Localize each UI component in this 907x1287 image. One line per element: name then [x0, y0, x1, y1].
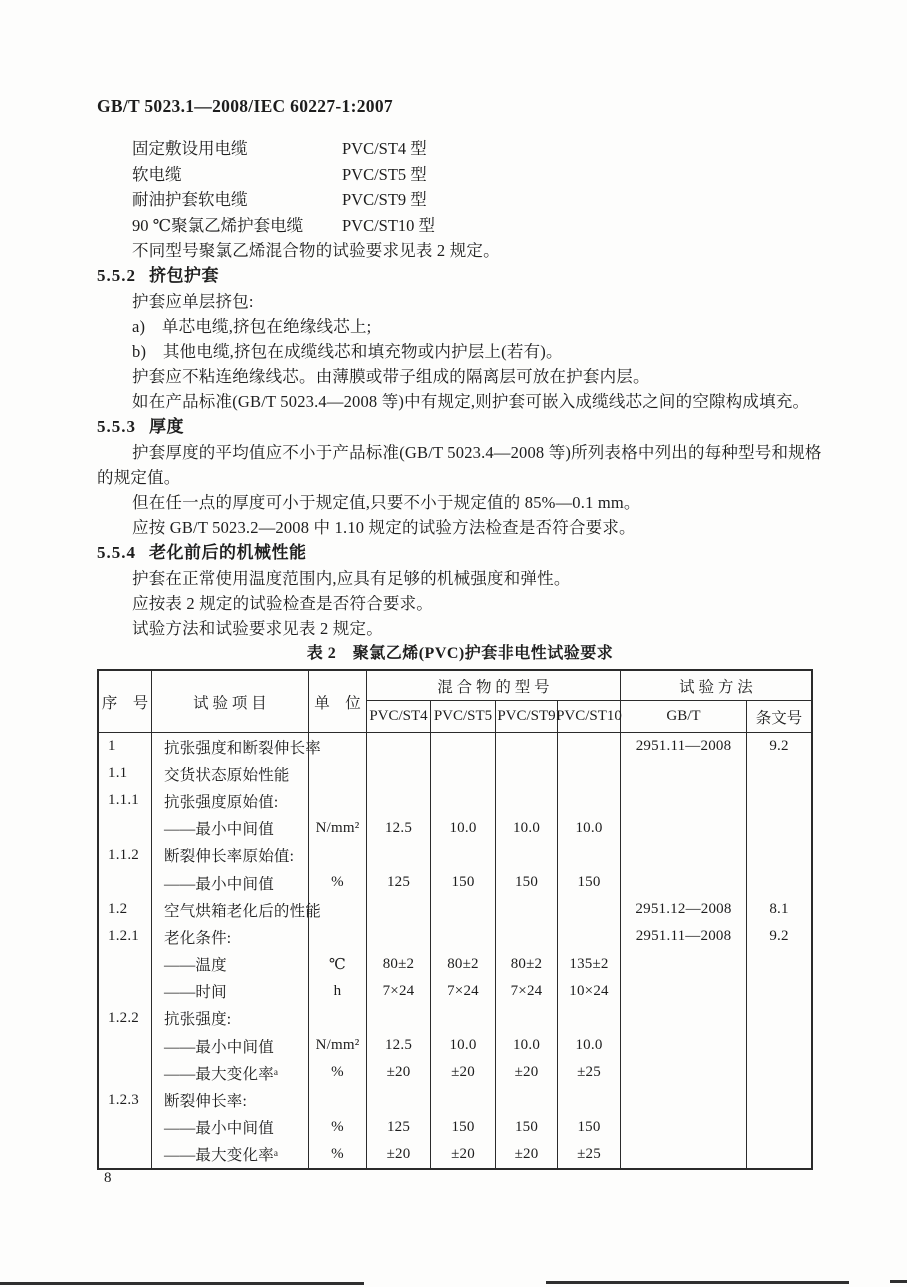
table-header: [99, 671, 811, 733]
table-cell-v4: [558, 787, 621, 814]
cable-type-code: PVC/ST10 型: [342, 215, 436, 235]
table-cell-unit: %: [309, 869, 367, 896]
table-cell-clause: [747, 1032, 811, 1059]
table-cell-seq: [99, 1141, 152, 1168]
document-header-title: GB/T 5023.1—2008/IEC 60227-1:2007: [97, 96, 393, 116]
table-cell-unit: N/mm²: [309, 815, 367, 842]
table-cell-clause: [747, 1059, 811, 1086]
table-cell-unit: [309, 896, 367, 923]
table-cell-seq: [99, 1114, 152, 1141]
table-cell-v4: [558, 1086, 621, 1113]
column-group-mixture-types: 混 合 物 的 型 号: [367, 671, 621, 701]
table-cell-gbt: [621, 842, 747, 869]
table-cell-gbt: [621, 869, 747, 896]
table-cell-v2: ±20: [431, 1141, 496, 1168]
cable-name: 90 ℃聚氯乙烯护套电缆: [132, 215, 304, 235]
table-cell-v3: 80±2: [496, 951, 558, 978]
table-cell-gbt: 2951.12—2008: [621, 896, 747, 923]
table-cell-gbt: [621, 1114, 747, 1141]
table-cell-v1: 12.5: [367, 1032, 431, 1059]
table-cell-clause: [747, 1114, 811, 1141]
paragraph: 试验方法和试验要求见表 2 规定。: [132, 619, 383, 638]
column-header-pvc-st10: PVC/ST10: [558, 701, 621, 732]
table-cell-v4: [558, 842, 621, 869]
table-cell-v2: [431, 896, 496, 923]
page-content: [97, 94, 823, 1170]
table-cell-v1: [367, 1005, 431, 1032]
table-cell-v3: 150: [496, 1114, 558, 1141]
column-group-test-method: 试 验 方 法: [621, 671, 811, 701]
section-title: 厚度: [149, 417, 184, 436]
cable-type-code: PVC/ST9 型: [342, 190, 427, 209]
table-cell-v2: 150: [431, 1114, 496, 1141]
table-cell-unit: [309, 787, 367, 814]
table-cell-v2: [431, 842, 496, 869]
list-item: [97, 162, 823, 188]
table-cell-v1: [367, 787, 431, 814]
table-cell-gbt: [621, 787, 747, 814]
table-cell-v3: [496, 923, 558, 950]
table-cell-v2: [431, 923, 496, 950]
table-cell-v3: 7×24: [496, 978, 558, 1005]
column-header-clause: 条文号: [755, 709, 803, 727]
paragraph: 护套应单层挤包:: [132, 292, 254, 311]
column-header-seq: 序 号: [99, 671, 152, 732]
table-cell-v1: ±20: [367, 1059, 431, 1086]
table-cell-gbt: [621, 1141, 747, 1168]
table-cell-clause: [747, 815, 811, 842]
table-cell-seq: 1.2.2: [99, 1005, 152, 1032]
table-cell-v4: ±25: [558, 1059, 621, 1086]
table-cell-v4: 10.0: [558, 1032, 621, 1059]
paragraph: 护套厚度的平均值应不小于产品标准(GB/T 5023.4—2008 等)所列表格中列出的每种型号和规格的规定值。: [97, 443, 822, 487]
table-cell-gbt: [621, 815, 747, 842]
table-cell-gbt: 2951.11—2008: [621, 733, 747, 760]
table-cell-item: ——最大变化率ᵃ: [152, 1141, 309, 1168]
cable-type-code: PVC/ST4 型: [342, 139, 427, 158]
table-cell-item: ——最大变化率ᵃ: [152, 1059, 309, 1086]
table-cell-clause: [747, 1141, 811, 1168]
table-cell-unit: N/mm²: [309, 1032, 367, 1059]
table-cell-v1: 125: [367, 869, 431, 896]
table-cell-v4: [558, 733, 621, 760]
table-cell-unit: ℃: [309, 951, 367, 978]
table-cell-clause: [747, 951, 811, 978]
table-cell-seq: [99, 1059, 152, 1086]
table-cell-gbt: [621, 1059, 747, 1086]
cable-type-code: PVC/ST5 型: [342, 164, 427, 184]
column-header-pvc-st9: PVC/ST9: [496, 701, 558, 732]
table-cell-v3: [496, 896, 558, 923]
table-cell-v3: [496, 787, 558, 814]
table-cell-clause: 9.2: [769, 738, 789, 755]
list-item-a: a) 单芯电缆,挤包在绝缘线芯上;: [132, 317, 372, 336]
table-cell-item: 断裂伸长率原始值:: [152, 842, 309, 869]
table-cell-clause: 8.1: [769, 901, 789, 918]
table-cell-seq: 1.1.1: [99, 787, 152, 814]
table-cell-gbt: [621, 760, 747, 787]
table-cell-v2: [431, 760, 496, 787]
table-cell-unit: [309, 923, 367, 950]
table-cell-v3: 10.0: [496, 815, 558, 842]
table-cell-gbt: [621, 951, 747, 978]
table-cell-v2: [431, 733, 496, 760]
table-cell-unit: %: [309, 1059, 367, 1086]
table-cell-clause: [747, 978, 811, 1005]
list-item: [97, 213, 823, 239]
table-cell-seq: 1.1.2: [99, 842, 152, 869]
section-number: 5.5.2: [97, 266, 136, 285]
table-cell-v1: [367, 896, 431, 923]
column-header-pvc-st5: PVC/ST5: [431, 701, 496, 732]
table-cell-gbt: [621, 1005, 747, 1032]
table-cell-item: 断裂伸长率:: [152, 1086, 309, 1113]
table-cell-item: ——最小中间值: [152, 1032, 309, 1059]
table-cell-v4: 150: [558, 869, 621, 896]
paragraph: 但在任一点的厚度可小于规定值,只要不小于规定值的 85%—0.1 mm。: [132, 493, 641, 512]
table-cell-v1: [367, 760, 431, 787]
scan-edge-artifact: [546, 1281, 849, 1284]
table-cell-gbt: [621, 978, 747, 1005]
table-cell-clause: 9.2: [769, 928, 789, 945]
table-cell-v1: 80±2: [367, 951, 431, 978]
table-cell-item: ——时间: [152, 978, 309, 1005]
paragraph: 如在产品标准(GB/T 5023.4—2008 等)中有规定,则护套可嵌入成缆线芯之间的空隙构成填充。: [132, 392, 810, 411]
table-cell-v3: [496, 760, 558, 787]
table-cell-clause: [747, 869, 811, 896]
table-cell-item: ——最小中间值: [152, 869, 309, 896]
table-cell-v2: [431, 1086, 496, 1113]
table-cell-v3: 10.0: [496, 1032, 558, 1059]
column-header-gbt: GB/T: [621, 701, 747, 732]
table-cell-v4: [558, 1005, 621, 1032]
table-cell-seq: [99, 951, 152, 978]
cable-name: 软电缆: [132, 164, 182, 184]
table-cell-v3: ±20: [496, 1059, 558, 1086]
table-cell-item: 老化条件:: [152, 923, 309, 950]
table-cell-clause: [747, 760, 811, 787]
table-cell-v3: [496, 1005, 558, 1032]
table-cell-item: 空气烘箱老化后的性能: [152, 896, 309, 923]
list-item: [97, 187, 823, 213]
table-cell-v1: 12.5: [367, 815, 431, 842]
table-cell-item: 交货状态原始性能: [152, 760, 309, 787]
table-cell-clause: [747, 1086, 811, 1113]
section-number: 5.5.3: [97, 417, 136, 436]
table-cell-v4: 10×24: [558, 978, 621, 1005]
table-cell-v3: [496, 1086, 558, 1113]
table-cell-seq: 1: [99, 733, 152, 760]
table-cell-item: ——最小中间值: [152, 815, 309, 842]
table-cell-gbt: 2951.11—2008: [621, 923, 747, 950]
section-title: 挤包护套: [149, 266, 219, 285]
paragraph: 护套应不粘连绝缘线芯。由薄膜或带子组成的隔离层可放在护套内层。: [132, 367, 650, 386]
table-cell-v2: 80±2: [431, 951, 496, 978]
table-cell-v3: [496, 733, 558, 760]
table-cell-v2: 7×24: [431, 978, 496, 1005]
table-cell-seq: 1.2.1: [99, 923, 152, 950]
table-cell-v2: 150: [431, 869, 496, 896]
table-cell-v4: 135±2: [558, 951, 621, 978]
table-cell-unit: [309, 733, 367, 760]
table-2-pvc-sheath-tests: [97, 669, 813, 1170]
table-cell-seq: [99, 869, 152, 896]
list-item-b: b) 其他电缆,挤包在成缆线芯和填充物或内护层上(若有)。: [132, 342, 563, 361]
table-caption: 表 2 聚氯乙烯(PVC)护套非电性试验要求: [306, 645, 614, 662]
table-cell-v3: 150: [496, 869, 558, 896]
table-cell-clause: [747, 1005, 811, 1032]
table-cell-v2: [431, 1005, 496, 1032]
table-cell-unit: [309, 1005, 367, 1032]
table-cell-v3: ±20: [496, 1141, 558, 1168]
table-cell-v1: ±20: [367, 1141, 431, 1168]
paragraph: 护套在正常使用温度范围内,应具有足够的机械强度和弹性。: [132, 569, 571, 588]
scan-edge-artifact: [890, 1280, 907, 1283]
page-number: 8: [104, 1170, 112, 1186]
table-cell-v4: 150: [558, 1114, 621, 1141]
table-cell-unit: [309, 760, 367, 787]
table-cell-v1: 7×24: [367, 978, 431, 1005]
column-header-test-item: 试 验 项 目: [152, 671, 309, 732]
table-cell-v3: [496, 842, 558, 869]
cable-type-list: [97, 136, 823, 238]
table-cell-gbt: [621, 1086, 747, 1113]
table-body: [99, 733, 811, 1168]
table-cell-seq: [99, 815, 152, 842]
section-heading-5-5-2: [97, 263, 823, 289]
table-cell-seq: 1.1: [99, 760, 152, 787]
table-cell-v4: ±25: [558, 1141, 621, 1168]
table-cell-v2: 10.0: [431, 1032, 496, 1059]
table-cell-unit: h: [309, 978, 367, 1005]
table-cell-clause: [747, 842, 811, 869]
table-cell-seq: 1.2: [99, 896, 152, 923]
table-cell-v2: 10.0: [431, 815, 496, 842]
table-cell-gbt: [621, 1032, 747, 1059]
table-cell-seq: [99, 1032, 152, 1059]
column-header-pvc-st4: PVC/ST4: [367, 701, 431, 732]
list-item: [97, 136, 823, 162]
cable-name: 固定敷设用电缆: [132, 139, 248, 158]
table-cell-v1: [367, 733, 431, 760]
section-heading-5-5-3: [97, 414, 823, 440]
table-cell-item: ——温度: [152, 951, 309, 978]
table-cell-v2: ±20: [431, 1059, 496, 1086]
section-title: 老化前后的机械性能: [149, 543, 307, 562]
section-number: 5.5.4: [97, 543, 136, 562]
paragraph: 不同型号聚氯乙烯混合物的试验要求见表 2 规定。: [132, 241, 500, 260]
table-cell-unit: [309, 1086, 367, 1113]
table-cell-v1: [367, 842, 431, 869]
table-cell-unit: %: [309, 1114, 367, 1141]
scan-edge-artifact: [0, 1282, 364, 1285]
table-cell-item: ——最小中间值: [152, 1114, 309, 1141]
table-cell-v2: [431, 787, 496, 814]
section-heading-5-5-4: [97, 540, 823, 566]
paragraph: 应按 GB/T 5023.2—2008 中 1.10 规定的试验方法检查是否符合要求。: [132, 518, 636, 537]
table-cell-item: 抗张强度原始值:: [152, 787, 309, 814]
cable-name: 耐油护套软电缆: [132, 190, 248, 209]
table-cell-seq: [99, 978, 152, 1005]
table-cell-item: 抗张强度和断裂伸长率: [152, 733, 309, 760]
table-cell-v1: [367, 1086, 431, 1113]
table-cell-item: 抗张强度:: [152, 1005, 309, 1032]
table-cell-v1: [367, 923, 431, 950]
table-cell-v4: [558, 760, 621, 787]
table-cell-v1: 125: [367, 1114, 431, 1141]
table-cell-v4: 10.0: [558, 815, 621, 842]
table-cell-unit: %: [309, 1141, 367, 1168]
table-cell-seq: 1.2.3: [99, 1086, 152, 1113]
table-cell-clause: [747, 787, 811, 814]
column-header-unit: 单 位: [309, 671, 367, 732]
paragraph: 应按表 2 规定的试验检查是否符合要求。: [132, 594, 433, 613]
table-cell-unit: [309, 842, 367, 869]
table-cell-v4: [558, 896, 621, 923]
table-cell-v4: [558, 923, 621, 950]
